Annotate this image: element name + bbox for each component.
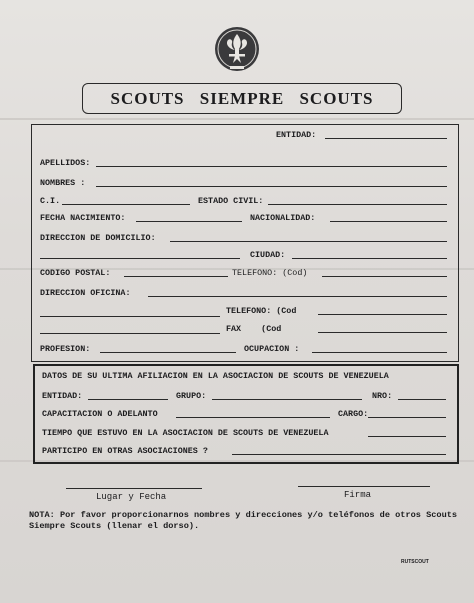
fax-field[interactable]	[318, 332, 447, 333]
ci-label: C.I.	[40, 196, 61, 206]
fax-label: FAX (Cod	[226, 324, 282, 334]
participo-label: PARTICIPO EN OTRAS ASOCIACIONES ?	[42, 446, 208, 456]
profesion-field[interactable]	[100, 352, 236, 353]
telefono-label-1: TELEFONO: (Cod)	[232, 268, 308, 278]
page-title: SCOUTS SIEMPRE SCOUTS	[82, 83, 402, 114]
ci-field[interactable]	[62, 204, 190, 205]
nacionalidad-label: NACIONALIDAD:	[250, 213, 316, 223]
fecha-nacimiento-field[interactable]	[136, 221, 242, 222]
ciudad-field[interactable]	[292, 258, 447, 259]
entidad-field[interactable]	[325, 138, 447, 139]
nombres-label: NOMBRES :	[40, 178, 86, 188]
direccion-domicilio-label: DIRECCION DE DOMICILIO:	[40, 233, 156, 243]
tiempo-field[interactable]	[368, 436, 446, 437]
fleur-de-lis-icon	[208, 25, 266, 73]
firma-label: Firma	[344, 490, 372, 500]
nombres-field[interactable]	[96, 186, 447, 187]
ciudad-label: CIUDAD:	[250, 250, 286, 260]
participo-field[interactable]	[232, 454, 446, 455]
form-code: RUTSCOUT	[401, 559, 429, 565]
telefono-label-2: TELEFONO: (Cod	[226, 306, 297, 316]
lugar-fecha-line[interactable]	[66, 488, 202, 489]
capacitacion-field[interactable]	[176, 417, 330, 418]
grupo-label: GRUPO:	[176, 391, 207, 401]
telefono-field-1[interactable]	[322, 276, 447, 277]
aff-entidad-field[interactable]	[88, 399, 168, 400]
tiempo-label: TIEMPO QUE ESTUVO EN LA ASOCIACION DE SCOUTS DE VENEZUELA	[42, 428, 329, 438]
capacitacion-label: CAPACITACION O ADELANTO	[42, 409, 158, 419]
paper-fold	[0, 118, 474, 120]
ocupacion-field[interactable]	[312, 352, 447, 353]
codigo-postal-label: CODIGO POSTAL:	[40, 268, 111, 278]
nacionalidad-field[interactable]	[330, 221, 447, 222]
profesion-label: PROFESION:	[40, 344, 91, 354]
note-text: NOTA: Por favor proporcionarnos nombres y direcciones y/o teléfonos de otros Scouts Siempre Scouts (llenar el dorso).	[29, 510, 458, 531]
apellidos-field[interactable]	[96, 166, 447, 167]
nro-label: NRO:	[372, 391, 393, 401]
telefono-field-2[interactable]	[318, 314, 447, 315]
estado-civil-label: ESTADO CIVIL:	[198, 196, 264, 206]
codigo-postal-field[interactable]	[124, 276, 228, 277]
direccion-oficina-field-3[interactable]	[40, 333, 220, 334]
direccion-oficina-field[interactable]	[148, 296, 447, 297]
direccion-domicilio-field[interactable]	[170, 241, 447, 242]
entidad-label: ENTIDAD:	[276, 130, 317, 140]
cargo-label: CARGO:	[338, 409, 369, 419]
direccion-oficina-label: DIRECCION OFICINA:	[40, 288, 131, 298]
fecha-nacimiento-label: FECHA NACIMIENTO:	[40, 213, 126, 223]
estado-civil-field[interactable]	[268, 204, 447, 205]
aff-entidad-label: ENTIDAD:	[42, 391, 83, 401]
direccion-domicilio-field-2[interactable]	[40, 258, 240, 259]
grupo-field[interactable]	[212, 399, 362, 400]
lugar-fecha-label: Lugar y Fecha	[96, 492, 167, 502]
affiliation-heading: DATOS DE SU ULTIMA AFILIACION EN LA ASOCIACION DE SCOUTS DE VENEZUELA	[42, 371, 389, 381]
cargo-field[interactable]	[368, 417, 446, 418]
ocupacion-label: OCUPACION :	[244, 344, 300, 354]
firma-line[interactable]	[298, 486, 430, 487]
nro-field[interactable]	[398, 399, 446, 400]
apellidos-label: APELLIDOS:	[40, 158, 91, 168]
direccion-oficina-field-2[interactable]	[40, 316, 220, 317]
